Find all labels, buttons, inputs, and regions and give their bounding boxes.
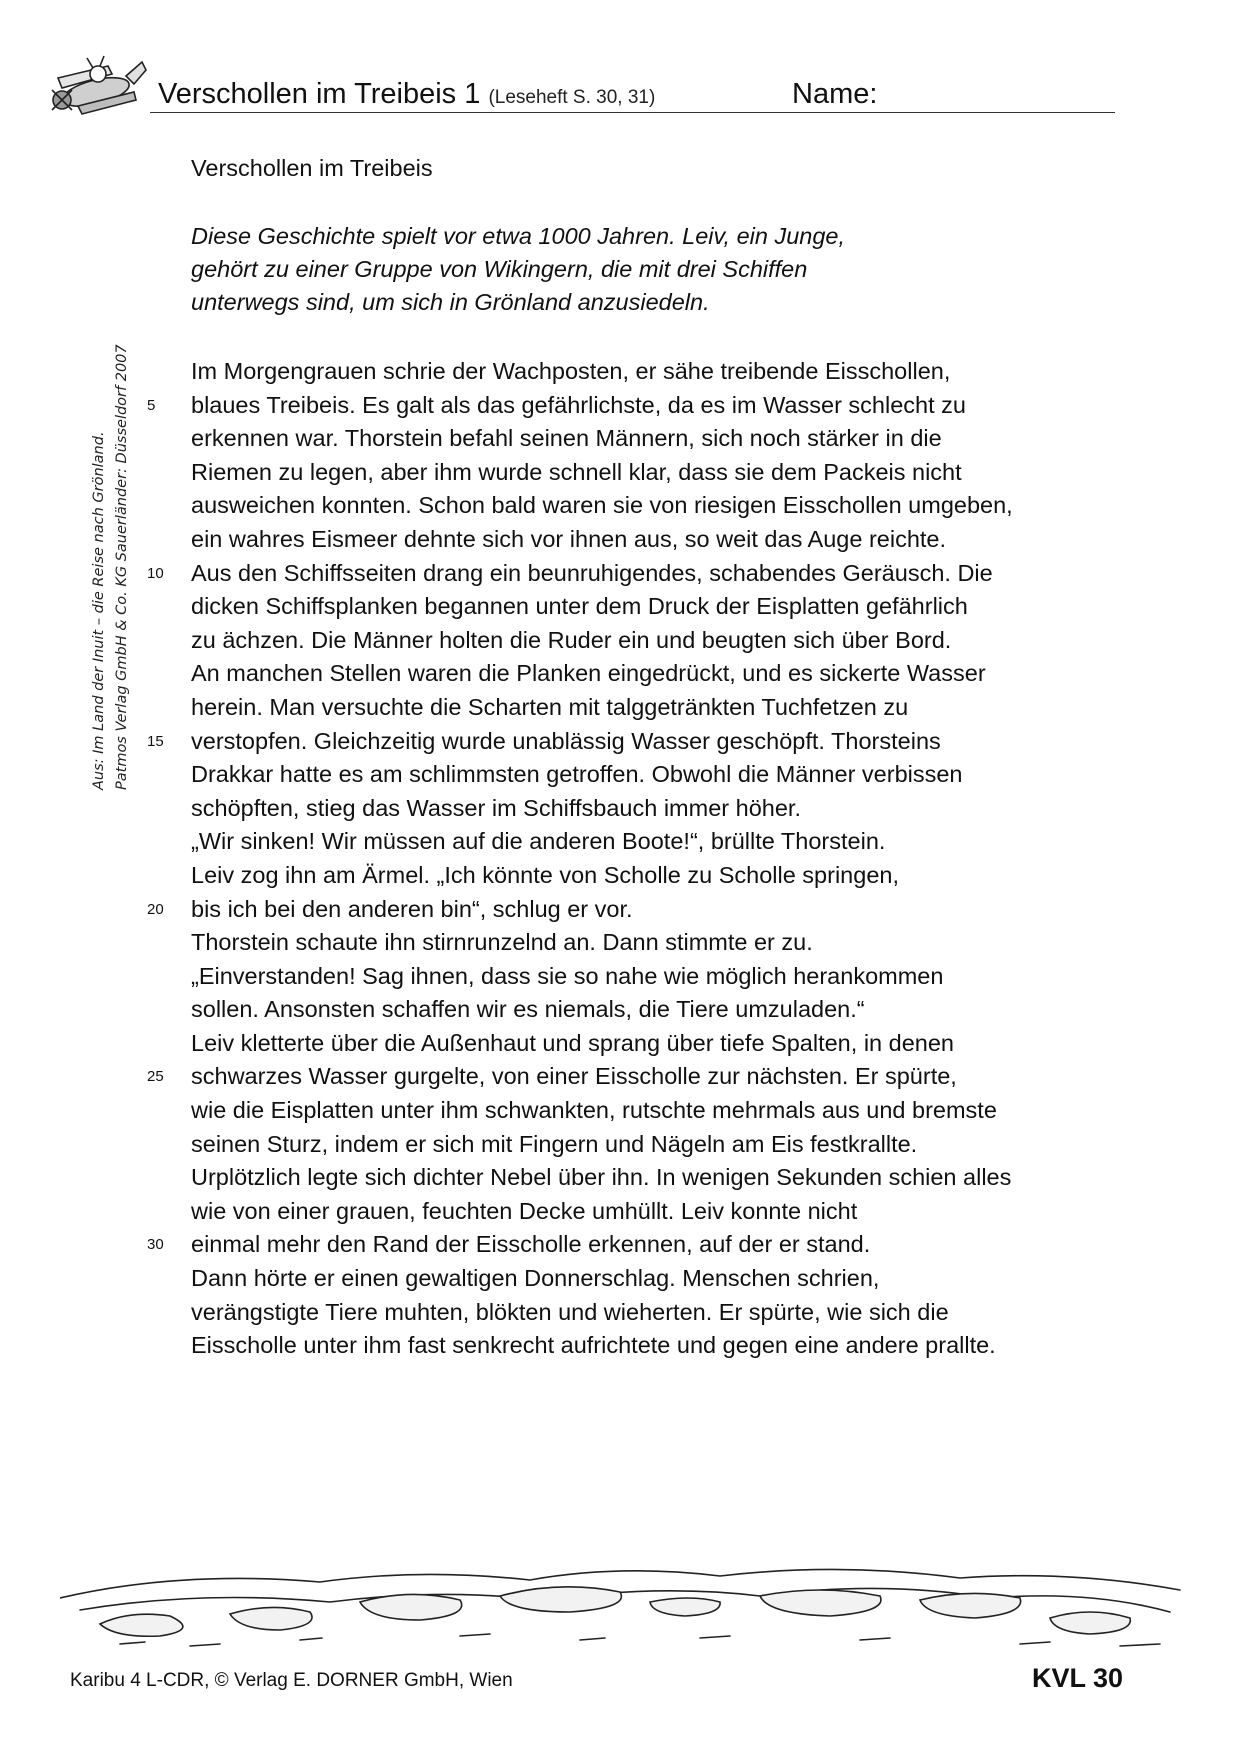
story-line-text: ausweichen konnten. Schon bald waren sie von riesigen Eisschollen umgeben, [191, 492, 1013, 519]
story-line [191, 758, 1131, 792]
story-line-text: wie die Eisplatten unter ihm schwankten, rutschte mehrmals aus und bremste [191, 1097, 997, 1124]
line-number: 10 [147, 564, 164, 582]
story-line [191, 355, 1131, 389]
line-number: 5 [147, 396, 156, 414]
story-line [191, 624, 1131, 658]
source-citation [88, 344, 134, 790]
story-line [191, 657, 1131, 691]
story-line [191, 859, 1131, 893]
intro-line: unterwegs sind, um sich in Grönland anzusiedeln. [191, 289, 710, 315]
story-line-text: Urplötzlich legte sich dichter Nebel über ihn. In wenigen Sekunden schien alles [191, 1164, 1012, 1191]
story-line [147, 557, 1131, 591]
story-line-text: einmal mehr den Rand der Eisscholle erkennen, auf der er stand. [191, 1231, 871, 1258]
worksheet-title [158, 78, 655, 111]
story-heading: Verschollen im Treibeis [191, 155, 433, 181]
story-line-text: dicken Schiffsplanken begannen unter dem Druck der Eisplatten gefährlich [191, 593, 968, 620]
story-line [191, 1262, 1131, 1296]
story-line [191, 456, 1131, 490]
story-line-text: bis ich bei den anderen bin“, schlug er vor. [191, 895, 633, 922]
story-line [147, 389, 1131, 423]
story-line-text: schöpften, stieg das Wasser im Schiffsbauch immer höher. [191, 794, 801, 821]
name-label: Name: [792, 78, 878, 110]
intro-line: Diese Geschichte spielt vor etwa 1000 Jahren. Leiv, ein Junge, [191, 223, 846, 249]
story-line-text: seinen Sturz, indem er sich mit Fingern und Nägeln am Eis festkrallte. [191, 1130, 918, 1157]
story-line [191, 590, 1131, 624]
story-line [191, 1296, 1131, 1330]
story-text [147, 355, 1131, 1363]
story-line [147, 1228, 1131, 1262]
story-line-text: Riemen zu legen, aber ihm wurde schnell klar, dass sie dem Packeis nicht [191, 458, 962, 485]
footer-copyright: Karibu 4 L-CDR, © Verlag E. DORNER GmbH, Wien [70, 1670, 513, 1691]
line-number: 25 [147, 1068, 164, 1086]
source-line-1: Aus: Im Land der Inuit – die Reise nach Grönland. [91, 431, 107, 790]
story-line-text: sollen. Ansonsten schaffen wir es niemals, die Tiere umzuladen.“ [191, 996, 865, 1023]
story-line-text: „Einverstanden! Sag ihnen, dass sie so nahe wie möglich herankommen [191, 962, 944, 989]
story-line-text: blaues Treibeis. Es galt als das gefährlichste, da es im Wasser schlecht zu [191, 391, 966, 418]
story-line-text: Eisscholle unter ihm fast senkrecht aufrichtete und gegen eine andere prallte. [191, 1332, 996, 1359]
story-line [191, 993, 1131, 1027]
story-line [147, 725, 1131, 759]
story-line-text: erkennen war. Thorstein befahl seinen Männern, sich noch stärker in die [191, 425, 942, 452]
story-line [191, 825, 1131, 859]
story-intro-block [191, 152, 1131, 319]
line-number: 30 [147, 1236, 164, 1254]
story-line-text: verängstigte Tiere muhten, blökten und wieherten. Er spürte, wie sich die [191, 1298, 949, 1325]
story-line [191, 523, 1131, 557]
airplane-logo-icon [38, 48, 150, 128]
line-number: 20 [147, 900, 164, 918]
story-line-text: wie von einer grauen, feuchten Decke umhüllt. Leiv konnte nicht [191, 1197, 858, 1224]
story-line-text: Thorstein schaute ihn stirnrunzelnd an. Dann stimmte er zu. [191, 929, 813, 956]
title-text: Verschollen im Treibeis 1 [158, 78, 481, 110]
story-line-text: verstopfen. Gleichzeitig wurde unablässig Wasser geschöpft. Thorsteins [191, 727, 941, 754]
story-line-text: Dann hörte er einen gewaltigen Donnerschlag. Menschen schrien, [191, 1265, 880, 1292]
story-line-text: Leiv kletterte über die Außenhaut und sprang über tiefe Spalten, in denen [191, 1029, 954, 1056]
story-line-text: Aus den Schiffsseiten drang ein beunruhigendes, schabendes Geräusch. Die [191, 559, 993, 586]
story-line [191, 1094, 1131, 1128]
story-line-text: Drakkar hatte es am schlimmsten getroffen. Obwohl die Männer verbissen [191, 761, 963, 788]
story-line [191, 1329, 1131, 1363]
story-line [191, 926, 1131, 960]
story-line-text: Im Morgengrauen schrie der Wachposten, er sähe treibende Eisschollen, [191, 358, 951, 384]
source-line-2: Patmos Verlag GmbH & Co. KG Sauerländer: Düsseldorf 2007 [114, 344, 130, 790]
story-line-text: zu ächzen. Die Männer holten die Ruder ein und beugten sich über Bord. [191, 626, 952, 653]
story-line [191, 489, 1131, 523]
title-subtitle: (Leseheft S. 30, 31) [488, 87, 656, 108]
story-line-text: An manchen Stellen waren die Planken eingedrückt, und es sickerte Wasser [191, 660, 986, 687]
story-line-text: schwarzes Wasser gurgelte, von einer Eisscholle zur nächsten. Er spürte, [191, 1063, 957, 1090]
page-header [154, 78, 1114, 114]
header-rule [150, 112, 1115, 113]
story-line-text: „Wir sinken! Wir müssen auf die anderen Boote!“, brüllte Thorstein. [191, 828, 886, 855]
story-line [191, 1128, 1131, 1162]
story-line [147, 893, 1131, 927]
story-line-text: herein. Man versuchte die Scharten mit talggetränkten Tuchfetzen zu [191, 693, 909, 720]
story-line [191, 960, 1131, 994]
intro-line: gehört zu einer Gruppe von Wikingern, die mit drei Schiffen [191, 256, 808, 282]
story-line [191, 1195, 1131, 1229]
ice-floes-illustration [60, 1540, 1190, 1650]
line-number: 15 [147, 732, 164, 750]
footer-page-code: KVL 30 [1032, 1663, 1124, 1693]
story-intro [191, 220, 1131, 319]
story-line [147, 1060, 1131, 1094]
story-line [191, 1161, 1131, 1195]
story-line [191, 792, 1131, 826]
story-line-text: Leiv zog ihn am Ärmel. „Ich könnte von Scholle zu Scholle springen, [191, 861, 899, 888]
story-line [191, 422, 1131, 456]
story-line [191, 691, 1131, 725]
story-line-text: ein wahres Eismeer dehnte sich vor ihnen aus, so weit das Auge reichte. [191, 525, 947, 552]
story-line [191, 1027, 1131, 1061]
